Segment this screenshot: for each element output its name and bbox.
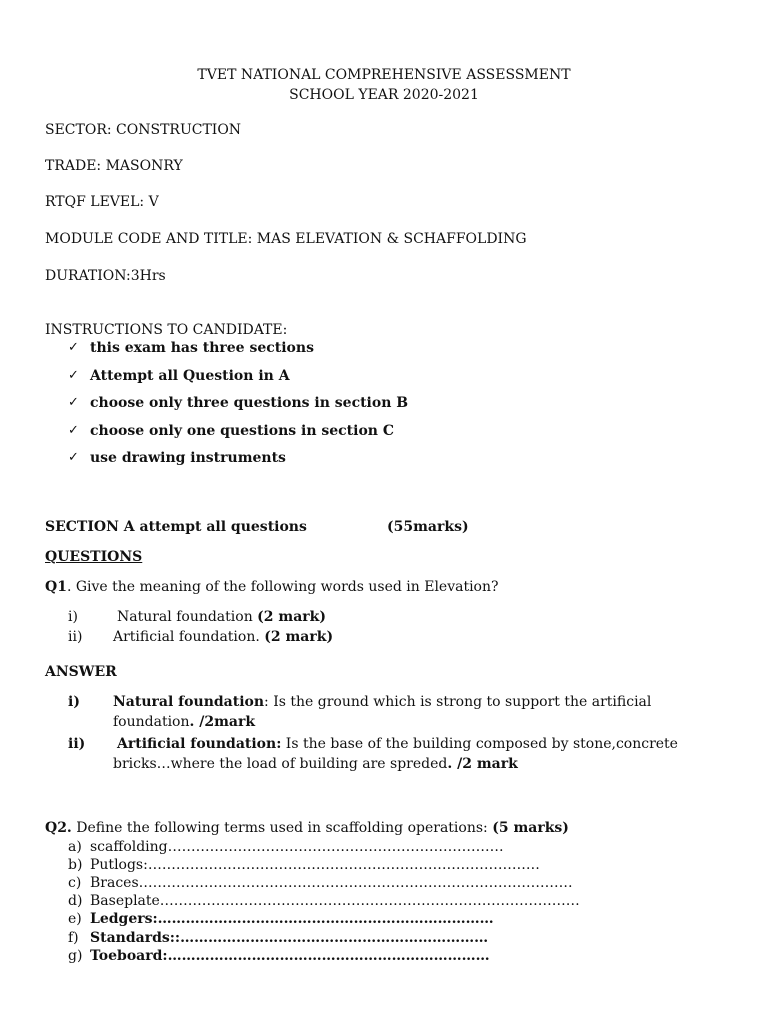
q2-item-letter: f) (68, 930, 79, 946)
answer-text: bricks…where the load of building are spreded (113, 756, 448, 772)
q1-item-number: ii) (68, 629, 83, 645)
q2-item-letter: e) (68, 911, 82, 927)
q1-item (117, 608, 326, 626)
q2-item: Braces………………………………………………………………………………… (90, 875, 573, 891)
q2-text: Define the following terms used in scaffolding operations: (71, 820, 493, 836)
q2-item-letter: g) (68, 948, 83, 964)
q2-prompt (45, 819, 569, 837)
questions-label: QUESTIONS (45, 549, 143, 565)
q1-item-mark: (2 mark) (257, 609, 326, 625)
answer-line (117, 735, 678, 753)
q2-marks: (5 marks) (492, 820, 569, 836)
level-line: RTQF LEVEL: V (45, 194, 159, 210)
answer-line (113, 755, 518, 773)
q2-item: Toeboard:…………………………………………………………… (90, 948, 490, 964)
q2-item: Standards::………………………………………………………… (90, 930, 489, 946)
q1-text: . Give the meaning of the following words used in Elevation? (66, 579, 499, 595)
instruction-item: choose only one questions in section C (90, 423, 395, 439)
module-line: MODULE CODE AND TITLE: MAS ELEVATION & SCHAFFOLDING (45, 231, 527, 247)
answer-label: ANSWER (45, 664, 117, 680)
answer-number: i) (68, 694, 80, 710)
answer-line (113, 713, 255, 731)
answer-text: : Is the ground which is strong to support the artificial (264, 694, 652, 710)
q2-item: scaffolding……………………………………………………………… (90, 839, 504, 855)
section-a-marks: (55marks) (387, 519, 469, 535)
q2-item-letter: d) (68, 893, 83, 909)
q2-item-letter: c) (68, 875, 82, 891)
answer-mark: . /2mark (189, 714, 256, 730)
answer-term: Artificial foundation: (117, 736, 282, 752)
q1-item-mark: (2 mark) (264, 629, 334, 645)
sector-line: SECTOR: CONSTRUCTION (45, 122, 242, 138)
q2-item: Putlogs:………………………………………………………………………… (90, 857, 540, 873)
check-icon: ✓ (68, 423, 79, 438)
q1-item-text: Natural foundation (117, 609, 258, 625)
answer-line (113, 693, 651, 711)
instructions-heading: INSTRUCTIONS TO CANDIDATE: (45, 322, 288, 338)
q1-prompt (45, 578, 499, 596)
answer-mark: . /2 mark (447, 756, 518, 772)
q2-item: Ledgers:……………………………………………………………… (90, 911, 494, 927)
q2-item-letter: a) (68, 839, 82, 855)
answer-term: Natural foundation (113, 694, 265, 710)
q1-item (113, 628, 333, 646)
instruction-item: use drawing instruments (90, 450, 286, 466)
q1-number: Q1 (45, 579, 67, 595)
trade-line: TRADE: MASONRY (45, 158, 183, 174)
check-icon: ✓ (68, 368, 79, 383)
instruction-item: this exam has three sections (90, 340, 314, 356)
answer-number: ii) (68, 736, 86, 752)
document-title: TVET NATIONAL COMPREHENSIVE ASSESSMENT (197, 67, 571, 83)
duration-line: DURATION:3Hrs (45, 268, 166, 284)
q1-item-number: i) (68, 609, 78, 625)
check-icon: ✓ (68, 450, 79, 465)
school-year: SCHOOL YEAR 2020-2021 (289, 87, 479, 103)
q2-item: Baseplate……………………………………………………………………………… (90, 893, 580, 909)
q1-item-text: Artificial foundation. (113, 629, 265, 645)
check-icon: ✓ (68, 395, 79, 410)
check-icon: ✓ (68, 340, 79, 355)
q2-number: Q2. (45, 820, 72, 836)
answer-text: Is the base of the building composed by stone,concrete (281, 736, 678, 752)
answer-text: foundation (113, 714, 190, 730)
q2-item-letter: b) (68, 857, 83, 873)
instruction-item: choose only three questions in section B (90, 395, 409, 411)
section-a-heading: SECTION A attempt all questions (45, 519, 307, 535)
instruction-item: Attempt all Question in A (90, 368, 290, 384)
